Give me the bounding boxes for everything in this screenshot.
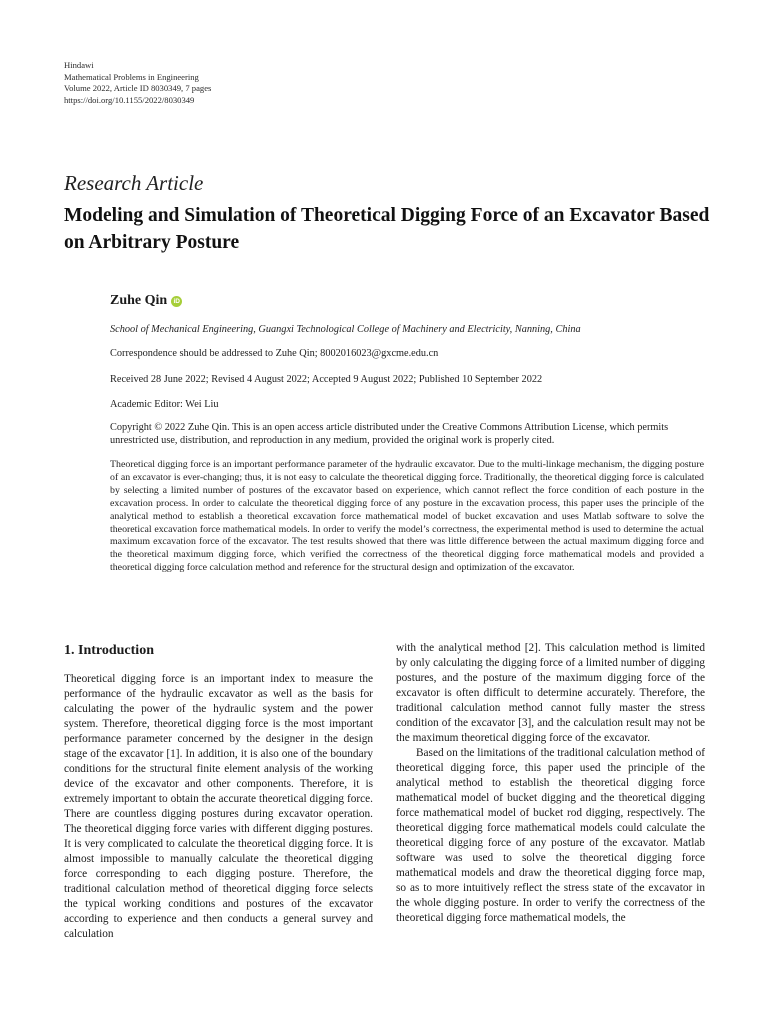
journal-name: Mathematical Problems in Engineering	[64, 71, 199, 82]
intro-paragraph-1: Theoretical digging force is an important index to measure the performance of the hydraulic excavator as well as the basis for calculating the power of the hydraulic system and the power system. Therefore, theoretical digging force is the most important performance parameter concerned by the designer in the design stage of the excavator [1]. In addition, it is also one of the boundary conditions for the structural finite element analysis of the working device of the excavator and other components. Therefore, it is extremely important to obtain the accurate theoretical digging force. There are countless digging postures during excavator operation. The theoretical digging force varies with different digging postures. It is very complicated to calculate the theoretical digging force. It is almost impossible to manually calculate the theoretical digging force corresponding to each digging posture. Therefore, the traditional calculation method of theoretical digging force selects the typical working conditions and postures of the excavator according to experience and then conducts a general survey and calculation	[64, 673, 373, 940]
publisher-name: Hindawi	[64, 60, 94, 70]
correspondence: Correspondence should be addressed to Zuhe Qin; 8002016023@gxcme.edu.cn	[110, 348, 439, 359]
volume-info: Volume 2022, Article ID 8030349, 7 pages	[64, 83, 212, 94]
section-heading-introduction: 1. Introduction	[64, 643, 154, 658]
article-type: Research Article	[64, 171, 204, 195]
paper-title: Modeling and Simulation of Theoretical Digging Force of an Excavator Based on Arbitrary Posture	[64, 205, 710, 253]
author-name[interactable]: Zuhe Qin	[110, 293, 168, 308]
affiliation: School of Mechanical Engineering, Guangxi Technological College of Machinery and Electricity, Nanning, China	[110, 324, 581, 335]
abstract: Theoretical digging force is an important performance parameter of the hydraulic excavator. Due to the multi-linkage mechanism, the digging posture of an excavator is ever-changing; thus, it is not easy to calculate the theoretical digging force. Traditionally, the theoretical digging force is calculated by selecting a limited number of postures of the excavator based on experience, which cannot reflect the force condition of each posture in the excavation process. In order to calculate the theoretical digging force of any posture in the excavation process, this paper uses the principle of the analytical method to establish a theoretical excavation force mathematical model of bucket excavation and uses Matlab software to solve the theoretical excavation force mathematical models. In order to verify the model’s correctness, the experimental method is used to determine the actual maximum excavation force of the excavator. The test results showed that there was little difference between the actual maximum digging force and the theoretical maximum digging force, which verified the correctness of the theoretical digging force mathematical models and provided a theoretical digging force calculation method and reference for the structural design and optimization of the excavator.	[110, 459, 704, 574]
author-line	[110, 293, 182, 309]
right-column	[396, 641, 705, 926]
left-column	[64, 641, 373, 942]
academic-editor: Academic Editor: Wei Liu	[110, 399, 219, 410]
orcid-icon[interactable]: iD	[171, 296, 182, 307]
intro-paragraph-continued: with the analytical method [2]. This calculation method is limited by only calculating the digging force of a limited number of digging postures, and the posture of the maximum digging force of the excavator is often difficult to determine accurately. Therefore, the traditional calculation method cannot fully master the stress condition of the excavator [3], and the calculation result may not be the maximum theoretical digging force of the excavator.	[396, 642, 705, 744]
intro-paragraph-2: Based on the limitations of the traditional calculation method of theoretical digging force, this paper used the principle of the analytical method to establish the theoretical digging force mathematical model of bucket digging and the theoretical digging force mathematical model of bucket rod digging, respectively. The theoretical digging force mathematical models could calculate the theoretical digging force of any posture of the excavator. Matlab software was used to solve the theoretical digging force mathematical models and draw the theoretical digging force map, so as to more intuitively reflect the stress state of the excavator in the whole digging posture. In order to verify the correctness of the theoretical digging force mathematical models, the	[396, 747, 705, 924]
copyright-notice: Copyright © 2022 Zuhe Qin. This is an open access article distributed under the Creative Commons Attribution License, which permits unrestricted use, distribution, and reproduction in any medium, provided the original work is properly cited.	[110, 422, 669, 446]
doi-link[interactable]: https://doi.org/10.1155/2022/8030349	[64, 94, 195, 105]
journal-header	[64, 60, 211, 106]
publication-dates: Received 28 June 2022; Revised 4 August 2022; Accepted 9 August 2022; Published 10 September 2022	[110, 374, 543, 385]
